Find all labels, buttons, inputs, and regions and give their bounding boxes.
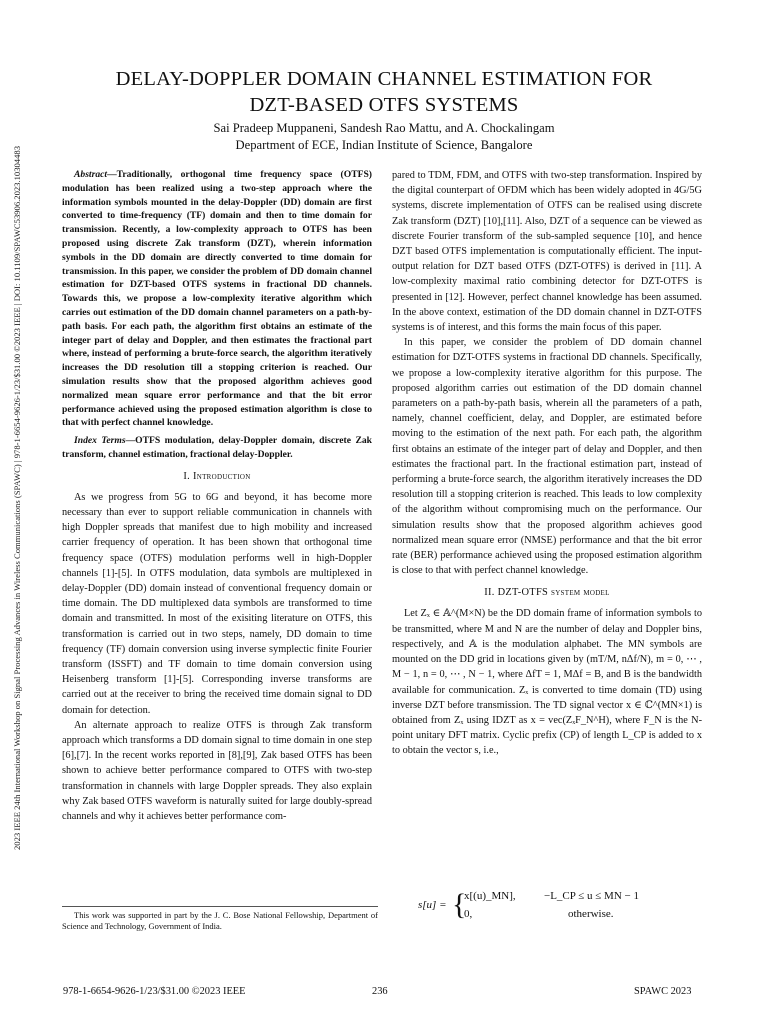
index-terms-text: —OTFS modulation, delay-Doppler domain, discrete Zak transform, channel estimation, fractional delay-Doppler. bbox=[62, 435, 372, 460]
author-block bbox=[60, 120, 708, 154]
section-heading-system-model: II. DZT-OTFS system model bbox=[484, 587, 610, 599]
equation-case-2-cond: otherwise. bbox=[568, 908, 614, 920]
title-line-2: DZT-BASED OTFS SYSTEMS bbox=[249, 94, 519, 116]
title-line-1: DELAY-DOPPLER DOMAIN CHANNEL ESTIMATION FOR bbox=[115, 68, 653, 90]
paper-title bbox=[60, 66, 708, 118]
funding-footnote: This work was supported in part by the J. C. Bose National Fellowship, Department of Science and Technology, Government of India. bbox=[62, 906, 378, 932]
index-terms bbox=[62, 434, 372, 462]
intro-paragraph-3: pared to TDM, FDM, and OTFS with two-step transformation. Inspired by the digital counterpart of OFDM which has been widely adopted in 4G/5G systems, discrete implementation of OTFS can be realised using discrete Zak transform (DZT) [10],[11]. Also, DZT of a sequence can be viewed as discrete Fourier transform of the sub-sampled sequence [10], and hence DZT based OTFS implementation is computationally efficient. The input-output relation for DZT based OTFS (DZT-OTFS) is derived in [11]. A low-complexity maximal ratio combining detector for DZT-OTFS is presented in [12]. However, perfect channel knowledge has been assumed. In the above context, estimation of the DD domain channel in DZT-OTFS systems is of interest, and this forms the main focus of this paper. bbox=[392, 170, 702, 334]
author-names: Sai Pradeep Muppaneni, Sandesh Rao Mattu, and A. Chockalingam bbox=[213, 121, 555, 135]
equation-case-1-expr: x[(u)_MN], bbox=[464, 890, 516, 902]
footer-venue: SPAWC 2023 bbox=[634, 986, 692, 997]
system-model-paragraph-1: Let Zₓ ∈ 𝔸^(M×N) be the DD domain frame of information symbols to be transmitted, where M and N are the number of delay and Doppler bins, respectively, and 𝔸 is the modulation alphabet. The MN symbols are mounted on the DD grid in locations given by (mT/M, nΔf/N), m = 0, ⋯ , M − 1, n = 0, ⋯ , N − 1, where ΔfT = 1, MΔf = B, and B is the bandwidth available for communication. Zₓ is converted to time domain (TD) using inverse DZT before transmission. The TD signal vector x ∈ ℂ^(MN×1) is obtained from Zₓ using IDZT as x = vec(ZₓF_N^H), where F_N is the N-point unitary DFT matrix. Cyclic prefix (CP) of length L_CP is added to x to obtain the vector s, i.e., bbox=[392, 608, 702, 757]
abstract-text: —Traditionally, orthogonal time frequency space (OTFS) modulation has been realized using a two-step approach where the information symbols mounted in the delay-Doppler (DD) domain are first converted to time-frequency (TF) domain and then to time domain for transmission. Recently, a low-complexity approach to OTFS has been proposed using discrete Zak transform (DZT), wherein information symbols in the DD domain are directly converted to time domain for transmission. In this paper, we consider the problem of DD domain channel estimation for DZT-based OTFS systems in fractional DD channels. Towards this, we propose a low-complexity iterative algorithm which carries out estimation of the DD domain channel parameters on a path-by-path basis. For each path, the algorithm first obtains an estimate of the integer part of delay and Doppler, and then estimates the fractional part where, instead of performing a brute-force search, the algorithm iteratively increases the DD resolution till a stopping criterion is reached. Our simulation results show that the proposed algorithm achieves good normalized mean square error performance and that the bit error performance achieved using the proposed estimation algorithm is close to that with perfect channel knowledge. bbox=[62, 169, 372, 429]
equation-lhs: s[u] = bbox=[418, 899, 447, 911]
sidebar-citation bbox=[9, 85, 25, 910]
left-column bbox=[62, 168, 372, 824]
section-heading-introduction: I. Introduction bbox=[183, 470, 251, 482]
abstract-lead: Abstract bbox=[74, 169, 108, 180]
author-affiliation: Department of ECE, Indian Institute of Science, Bangalore bbox=[235, 138, 533, 152]
equation-case-2-expr: 0, bbox=[464, 908, 473, 920]
equation-case-1-cond: −L_CP ≤ u ≤ MN − 1 bbox=[544, 890, 639, 902]
footer-page-number: 236 bbox=[372, 986, 388, 997]
intro-paragraph-4: In this paper, we consider the problem of DD domain channel estimation for DZT-OTFS systems in fractional DD channels. Specifically, we propose a low-complexity iterative algorithm for this purpose. The proposed algorithm carries out estimation of the DD domain channel parameters on a path-by-path basis, wherein all the parameters of a path, namely, channel coefficient, delay, and Doppler, are estimated before moving to the estimation of the next path. For each path, the algorithm first obtains an estimate of the integer part of delay and Doppler, and then estimates the fractional part. In the fractional estimation part, instead of performing a brute-force search, the algorithm iteratively increases the DD resolution till a stopping criterion is reached. This leads to low complexity of the algorithm without compromising much on the performance. Our simulation results show that the proposed algorithm achieves good normalized mean square error (NMSE) performance and that the bit error rate (BER) performance achieved using the proposed estimation algorithm is close to that with perfect channel knowledge. bbox=[392, 337, 702, 577]
abstract bbox=[62, 168, 372, 430]
intro-paragraph-1: As we progress from 5G to 6G and beyond, it has become more necessary than ever to support reliable communication in channels with high Doppler spreads that manifest due to high mobility and increased carrier frequency of operation. It has been shown that orthogonal time frequency space (OTFS) modulation performs well in high-Doppler channels [1]-[5]. In OTFS modulation, data symbols are multiplexed in delay-Doppler (DD) domain instead of conventional frequency domain or time domain. The DD multiplexed data symbols are transformed to time domain and transmitted. In most of the exisiting literature on OTFS, this transformation is carried out in two steps, namely, DD domain to time frequency (TF) domain conversion using inverse symplectic finite Fourier transform (ISSFT) and TF domain to time domain conversion using Heisenberg transform [1]-[5]. Corresponding inverse transforms are carried out at the receiver to bring the received time domain signal to DD domain for detection. bbox=[62, 491, 372, 716]
right-column bbox=[392, 168, 702, 759]
equation-brace: { bbox=[452, 888, 467, 921]
cp-equation bbox=[418, 888, 718, 924]
sidebar-citation-text: 2023 IEEE 24th International Workshop on Signal Processing Advances in Wireless Communications (SPAWC) | 978-1-6654-9626-1/23/$31.00 ©2023 IEEE | DOI: 10.1109/SPAWC53906.2023.10304483 bbox=[12, 145, 22, 850]
index-terms-lead: Index Terms bbox=[74, 435, 126, 447]
intro-paragraph-2: An alternate approach to realize OTFS is through Zak transform approach which transforms a DD domain signal to time domain in one step [6],[7]. In the recent works reported in [8],[9], Zak based OTFS has been shown to achieve better performance compared to OTFS with two-step transformation in channels with large Doppler spreads. They also explain why Zak based OTFS waveform is naturally suited for large doubly-spread channels and why it achieves better performance com- bbox=[62, 719, 372, 822]
footer-isbn: 978-1-6654-9626-1/23/$31.00 ©2023 IEEE bbox=[63, 986, 246, 997]
